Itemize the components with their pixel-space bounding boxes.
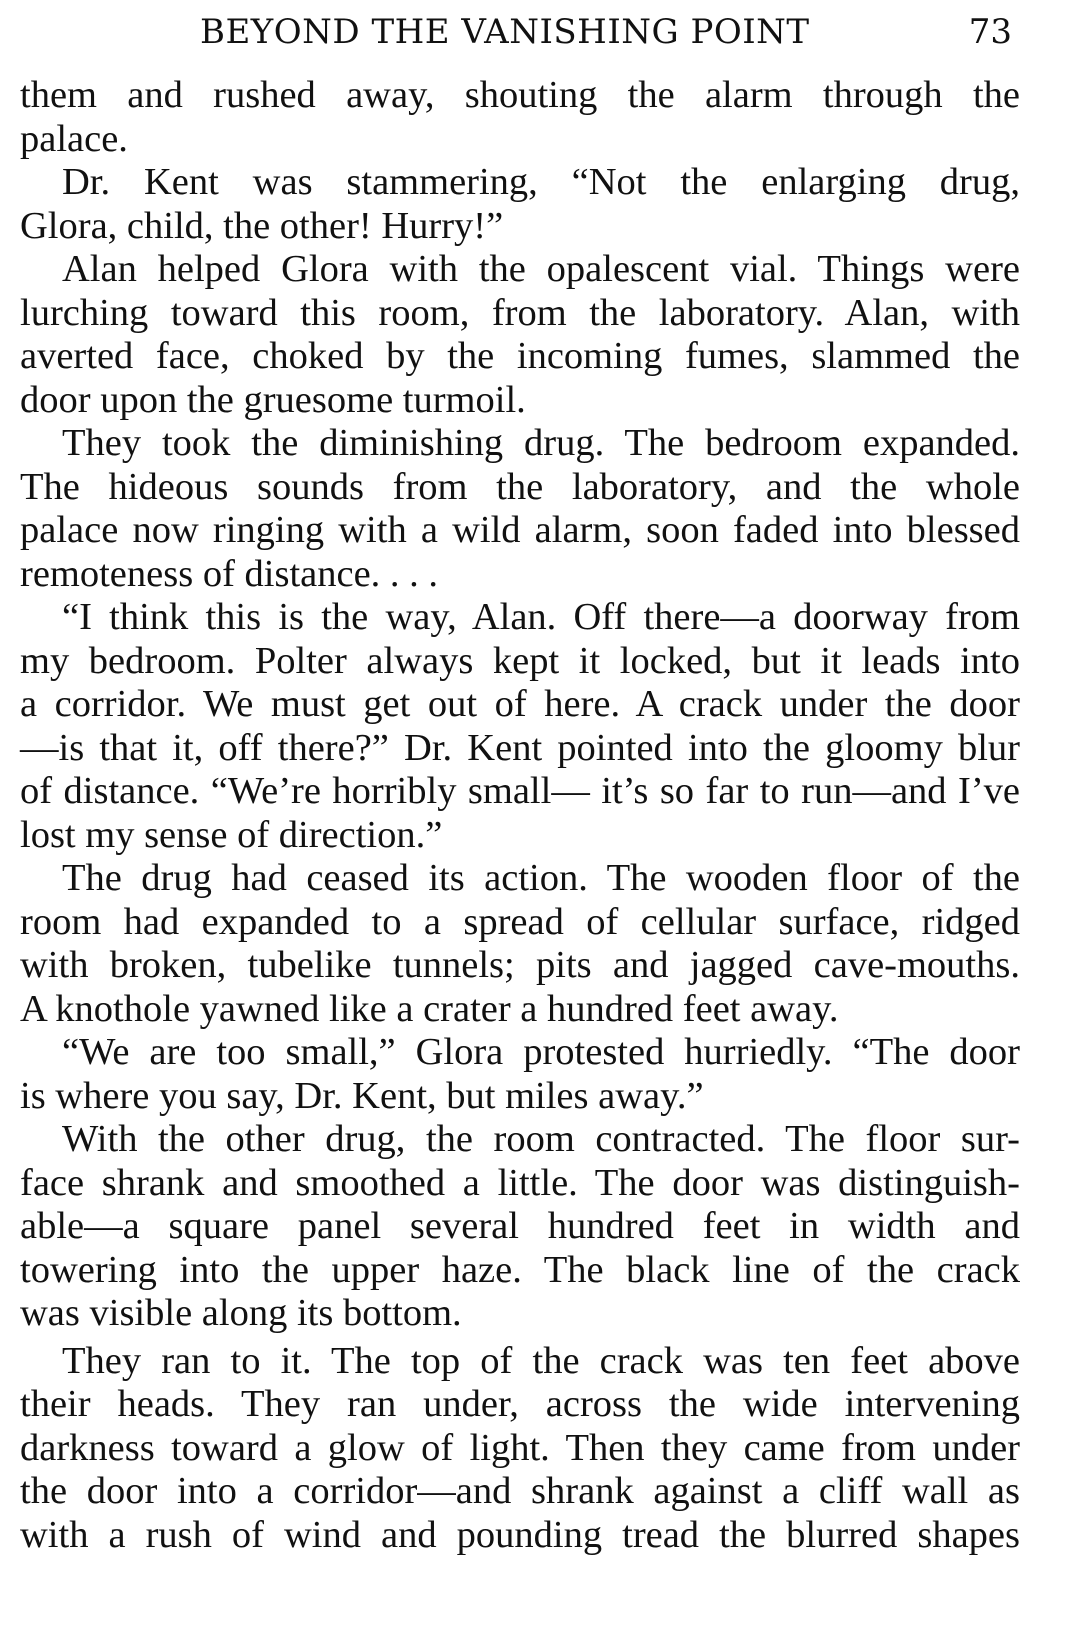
text-line: of distance. “We’re horribly small— it’s so far to run—and I’ve bbox=[20, 770, 1020, 812]
text-line: a corridor. We must get out of here. A crack under the door bbox=[20, 683, 1020, 725]
text-line: Alan helped Glora with the opalescent vial. Things were bbox=[62, 248, 1020, 290]
page-body bbox=[20, 74, 1020, 1557]
text-line: The drug had ceased its action. The wooden floor of the bbox=[62, 857, 1020, 899]
text-line: the door into a corridor—and shrank against a cliff wall as bbox=[20, 1470, 1020, 1512]
paragraph bbox=[20, 1118, 1020, 1336]
paragraph bbox=[20, 422, 1020, 596]
paragraph bbox=[20, 857, 1020, 1031]
text-line: able—a square panel several hundred feet in width and bbox=[20, 1205, 1020, 1247]
text-line: lurching toward this room, from the laboratory. Alan, with bbox=[20, 291, 1020, 334]
paragraph bbox=[20, 596, 1020, 857]
book-page bbox=[20, 0, 1020, 1638]
text-line: Glora, child, the other! Hurry!” bbox=[20, 204, 504, 247]
text-line: them and rushed away, shouting the alarm through the bbox=[20, 74, 1020, 116]
text-line: darkness toward a glow of light. Then they came from under bbox=[20, 1426, 1020, 1469]
page-header bbox=[20, 12, 1020, 62]
text-line: lost my sense of direction.” bbox=[20, 813, 443, 856]
text-line: with broken, tubelike tunnels; pits and jagged cave-mouths. bbox=[20, 944, 1020, 986]
text-line: —is that it, off there?” Dr. Kent pointed into the gloomy blur bbox=[20, 726, 1020, 769]
text-line: Dr. Kent was stammering, “Not the enlarging drug, bbox=[62, 161, 1020, 203]
text-line: averted face, choked by the incoming fumes, slammed the bbox=[20, 335, 1020, 377]
text-line: A knothole yawned like a crater a hundred feet away. bbox=[20, 987, 839, 1030]
paragraph bbox=[20, 248, 1020, 422]
text-line: remoteness of distance. . . . bbox=[20, 552, 439, 595]
text-line: “We are too small,” Glora protested hurriedly. “The door bbox=[62, 1031, 1020, 1073]
page-number: 73 bbox=[968, 12, 1012, 52]
text-line: with a rush of wind and pounding tread the blurred shapes bbox=[20, 1513, 1020, 1556]
text-line: The hideous sounds from the laboratory, and the whole bbox=[20, 465, 1020, 508]
text-line: towering into the upper haze. The black line of the crack bbox=[20, 1248, 1020, 1291]
paragraph bbox=[20, 1031, 1020, 1118]
text-line: “I think this is the way, Alan. Off there—a doorway from bbox=[62, 596, 1020, 638]
text-line: room had expanded to a spread of cellular surface, ridged bbox=[20, 900, 1020, 943]
paragraph bbox=[20, 1340, 1020, 1558]
text-line: door upon the gruesome turmoil. bbox=[20, 378, 526, 421]
text-line: is where you say, Dr. Kent, but miles away.” bbox=[20, 1074, 704, 1117]
text-line: their heads. They ran under, across the wide intervening bbox=[20, 1383, 1020, 1425]
text-line: They took the diminishing drug. The bedroom expanded. bbox=[62, 422, 1020, 464]
text-line: my bedroom. Polter always kept it locked, but it leads into bbox=[20, 639, 1020, 682]
running-head: BEYOND THE VANISHING POINT bbox=[200, 12, 810, 52]
text-line: With the other drug, the room contracted. The floor sur- bbox=[62, 1118, 1020, 1160]
text-line: face shrank and smoothed a little. The door was distinguish- bbox=[20, 1161, 1020, 1204]
text-line: palace now ringing with a wild alarm, soon faded into blessed bbox=[20, 509, 1020, 551]
paragraph bbox=[20, 74, 1020, 161]
paragraph bbox=[20, 161, 1020, 248]
text-line: was visible along its bottom. bbox=[20, 1292, 462, 1334]
text-line: They ran to it. The top of the crack was ten feet above bbox=[62, 1339, 1020, 1382]
text-line: palace. bbox=[20, 117, 128, 160]
